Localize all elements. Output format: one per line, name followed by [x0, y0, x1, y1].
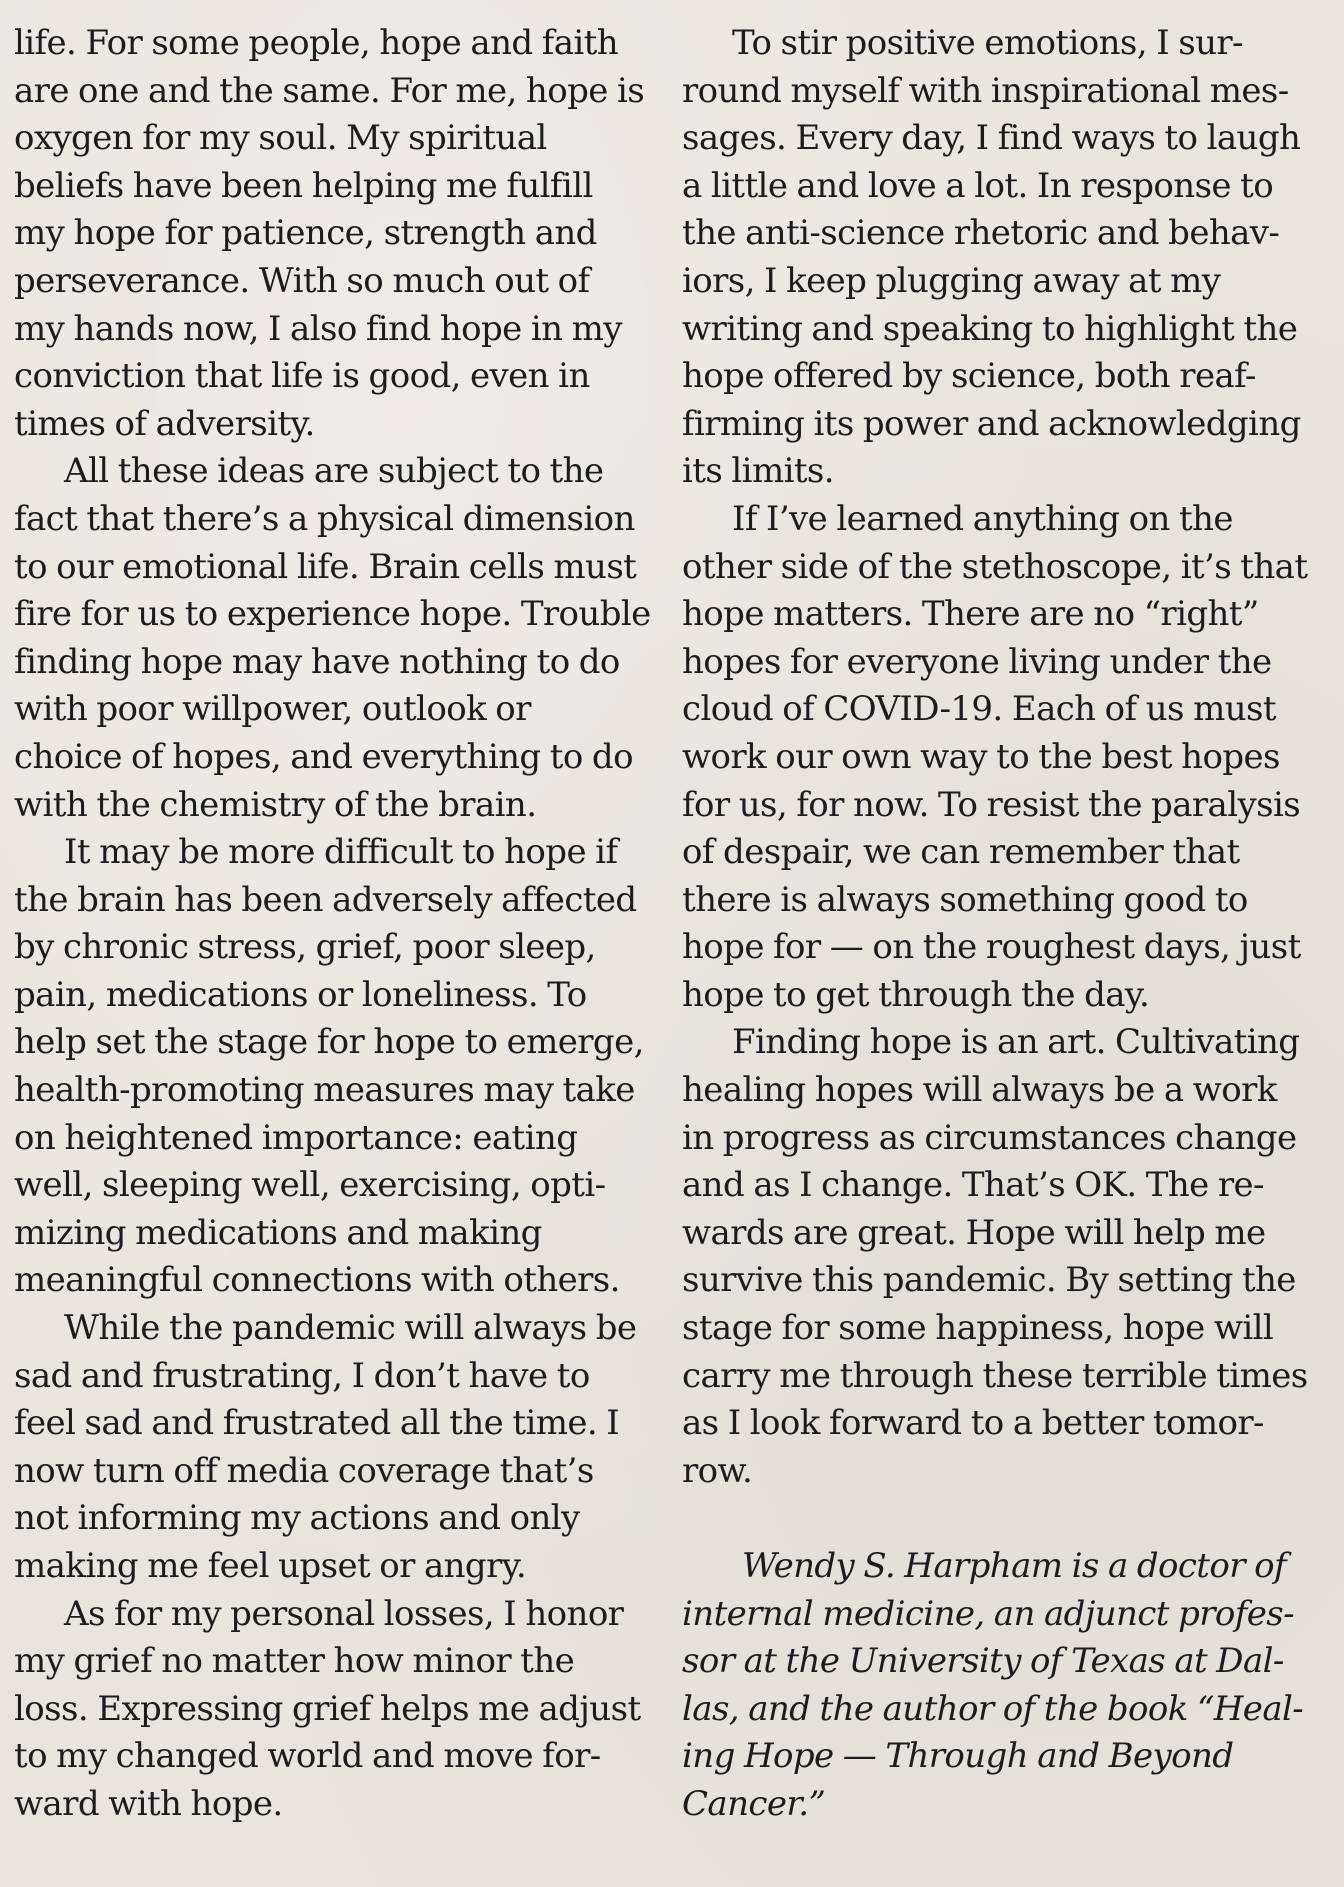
article-text-line: my grief no matter how minor the	[14, 1641, 575, 1682]
article-text-line: hope offered by science, both reaf-	[682, 356, 1256, 397]
article-text-line: hope to get through the day.	[682, 974, 1150, 1015]
article-text-line: life. For some people, hope and faith	[14, 23, 619, 63]
article-text-line: writing and speaking to highlight the	[682, 308, 1298, 349]
article-text-line: by chronic stress, grief, poor sleep,	[14, 927, 596, 968]
article-text-line: healing hopes will always be a work	[682, 1070, 1277, 1111]
article-text-line: to my changed world and move for-	[14, 1736, 601, 1777]
article-text-line: stage for some happiness, hope will	[682, 1308, 1274, 1349]
article-text-line: hope for — on the roughest days, just	[682, 927, 1301, 968]
article-column-left	[14, 20, 651, 1829]
article-text-line: with the chemistry of the brain.	[14, 784, 537, 825]
article-text-line: the brain has been adversely affected	[14, 879, 637, 920]
article-text-line: for us, for now. To resist the paralysis	[682, 784, 1301, 825]
article-text-line: As for my personal losses, I honor	[64, 1593, 624, 1634]
author-bio-line: las, and the author of the book “Heal-	[682, 1688, 1304, 1729]
article-text-line: firming its power and acknowledging	[682, 403, 1301, 444]
article-text-line: work our own way to the best hopes	[682, 736, 1280, 777]
article-column-right	[682, 20, 1312, 1829]
author-bio-line: sor at the University of Texas at Dal-	[682, 1641, 1284, 1682]
article-text-line: other side of the stethoscope, it’s that	[682, 546, 1308, 587]
article-text-line: not informing my actions and only	[14, 1498, 580, 1539]
article-text-line: fire for us to experience hope. Trouble	[14, 594, 651, 635]
article-text-line: my hope for patience, strength and	[14, 213, 597, 254]
article-text-line: choice of hopes, and everything to do	[14, 736, 633, 777]
article-text-line: conviction that life is good, even in	[14, 356, 590, 397]
article-text-line: the anti-science rhetoric and behav-	[682, 213, 1280, 254]
article-text-line: ward with hope.	[14, 1783, 283, 1824]
article-text-line: in progress as circumstances change	[682, 1117, 1297, 1158]
article-text-line: perseverance. With so much out of	[14, 260, 590, 301]
article-text-line: beliefs have been helping me fulfill	[14, 165, 593, 206]
article-text-line: pain, medications or loneliness. To	[14, 974, 587, 1015]
article-text-line: row.	[682, 1450, 753, 1491]
article-text-line: While the pandemic will always be	[64, 1308, 637, 1349]
author-bio-line: ing Hope — Through and Beyond	[682, 1736, 1234, 1777]
article-text-line: oxygen for my soul. My spiritual	[14, 118, 547, 159]
article-text-line: wards are great. Hope will help me	[682, 1212, 1266, 1253]
article-text-line: If I’ve learned anything on the	[732, 498, 1233, 539]
article-text-line: mizing medications and making	[14, 1212, 542, 1253]
author-bio-line: internal medicine, an adjunct profes-	[682, 1593, 1294, 1634]
article-text-line: health-promoting measures may take	[14, 1070, 635, 1111]
article-text-line: on heightened importance: eating	[14, 1117, 578, 1158]
article-text-line: are one and the same. For me, hope is	[14, 70, 645, 111]
article-text-line: with poor willpower, outlook or	[14, 689, 531, 730]
article-text-line: sages. Every day, I find ways to laugh	[682, 118, 1301, 159]
article-text-line: its limits.	[682, 451, 834, 492]
article-text-line: hopes for everyone living under the	[682, 641, 1272, 682]
article-text-line: fact that there’s a physical dimension	[14, 498, 635, 539]
article-text-line: meaningful connections with others.	[14, 1260, 620, 1301]
article-text-line: and as I change. That’s OK. The re-	[682, 1165, 1264, 1206]
article-text-line: as I look forward to a better tomor-	[682, 1403, 1264, 1444]
article-text-line: carry me through these terrible times	[682, 1355, 1308, 1396]
article-text-line: finding hope may have nothing to do	[14, 641, 620, 682]
article-text-line: sad and frustrating, I don’t have to	[14, 1355, 590, 1396]
article-text-line: there is always something good to	[682, 879, 1248, 920]
author-bio-line: Cancer.”	[682, 1783, 826, 1824]
article-text-line: making me feel upset or angry.	[14, 1546, 527, 1586]
article-text-line: times of adversity.	[14, 403, 315, 444]
author-bio-line: Wendy S. Harpham is a doctor of	[742, 1546, 1286, 1586]
article-text-line: my hands now, I also find hope in my	[14, 308, 622, 349]
article-text-line: feel sad and frustrated all the time. I	[14, 1403, 620, 1444]
article-text-line: round myself with inspirational mes-	[682, 70, 1289, 111]
article-text-line	[682, 1495, 1312, 1543]
article-text-line: a little and love a lot. In response to	[682, 165, 1274, 206]
article-text-line: iors, I keep plugging away at my	[682, 260, 1221, 301]
article-text-line: well, sleeping well, exercising, opti-	[14, 1165, 606, 1206]
article-text-line: help set the stage for hope to emerge,	[14, 1022, 644, 1063]
article-text-line: hope matters. There are no “right”	[682, 594, 1259, 635]
article-text-line: of despair, we can remember that	[682, 832, 1240, 873]
article-text-line: to our emotional life. Brain cells must	[14, 546, 637, 587]
article-text-line: It may be more difficult to hope if	[64, 832, 618, 873]
article-text-line: To stir positive emotions, I sur-	[732, 23, 1243, 63]
article-text-line: cloud of COVID-19. Each of us must	[682, 689, 1276, 730]
article-text-line: now turn off media coverage that’s	[14, 1450, 594, 1491]
article-text-line: survive this pandemic. By setting the	[682, 1260, 1296, 1301]
article-text-line: loss. Expressing grief helps me adjust	[14, 1688, 641, 1729]
article-text-line: All these ideas are subject to the	[64, 451, 604, 492]
article-text-line: Finding hope is an art. Cultivating	[732, 1022, 1300, 1063]
